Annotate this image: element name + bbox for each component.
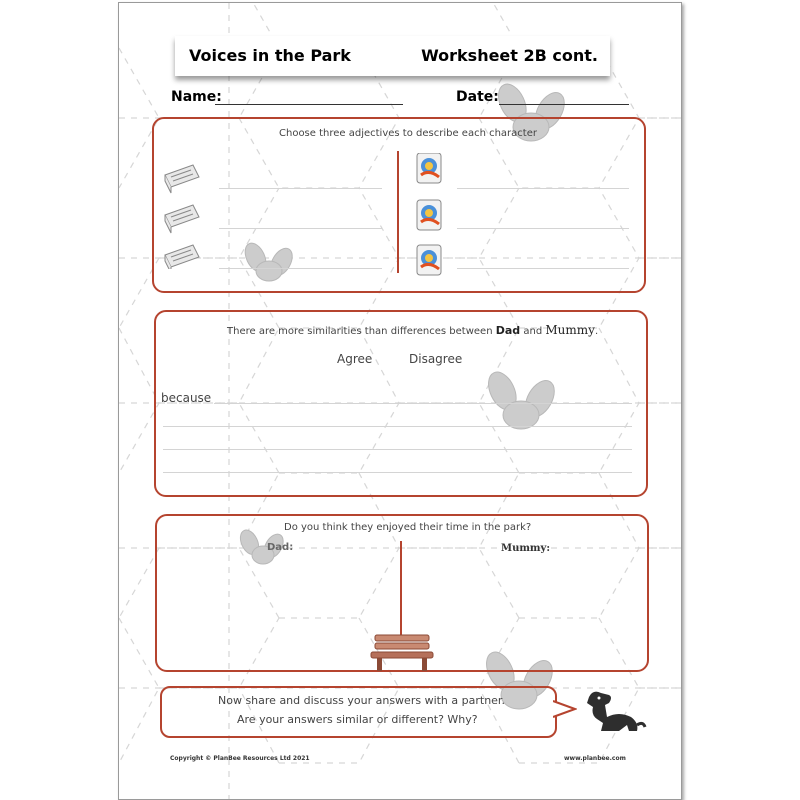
- mummy-adjective-1[interactable]: [457, 188, 629, 189]
- enjoyment-divider: [400, 541, 402, 637]
- website-link[interactable]: www.planbee.com: [564, 755, 626, 762]
- bench-icon: [369, 633, 435, 673]
- mummy-adjective-3[interactable]: [457, 268, 629, 269]
- name-label: Name:: [171, 89, 222, 105]
- date-field[interactable]: [499, 104, 629, 105]
- speech-tail: [553, 699, 577, 719]
- disagree-option[interactable]: Disagree: [409, 352, 463, 366]
- reason-line-1[interactable]: [214, 403, 632, 404]
- newspaper-icons: [163, 163, 203, 269]
- copyright-notice: Copyright © PlanBee Resources Ltd 2021: [170, 755, 310, 762]
- because-label: because: [161, 391, 212, 405]
- date-label: Date:: [456, 89, 499, 105]
- name-field[interactable]: [215, 104, 403, 105]
- worksheet-number: Worksheet 2B cont.: [421, 46, 598, 65]
- dad-adjective-2[interactable]: [219, 228, 382, 229]
- enjoyment-question: Do you think they enjoyed their time in the park?: [284, 522, 532, 533]
- statement-text: There are more similarities than differences between Dad and Mummy.: [227, 323, 599, 337]
- dad-adjective-1[interactable]: [219, 188, 382, 189]
- dog-icon: [579, 687, 647, 737]
- mummy-adjective-2[interactable]: [457, 228, 629, 229]
- reason-line-2[interactable]: [163, 426, 632, 427]
- adjectives-box: [152, 117, 646, 293]
- adjectives-instruction: Choose three adjectives to describe each character: [279, 128, 537, 139]
- worksheet-page: [118, 2, 682, 800]
- adjectives-divider: [397, 151, 399, 273]
- prompt-line-1: Now share and discuss your answers with a partner.: [218, 694, 505, 707]
- header-bar: [175, 36, 610, 76]
- magazine-icons: [415, 153, 449, 277]
- prompt-line-2: Are your answers similar or different? Why?: [237, 713, 478, 726]
- dad-label: Dad:: [267, 542, 294, 553]
- worksheet-title: Voices in the Park: [189, 46, 351, 65]
- reason-line-3[interactable]: [163, 449, 632, 450]
- reason-line-4[interactable]: [163, 472, 632, 473]
- dad-adjective-3[interactable]: [219, 268, 382, 269]
- agree-option[interactable]: Agree: [337, 352, 373, 366]
- mummy-label: Mummy:: [501, 543, 551, 554]
